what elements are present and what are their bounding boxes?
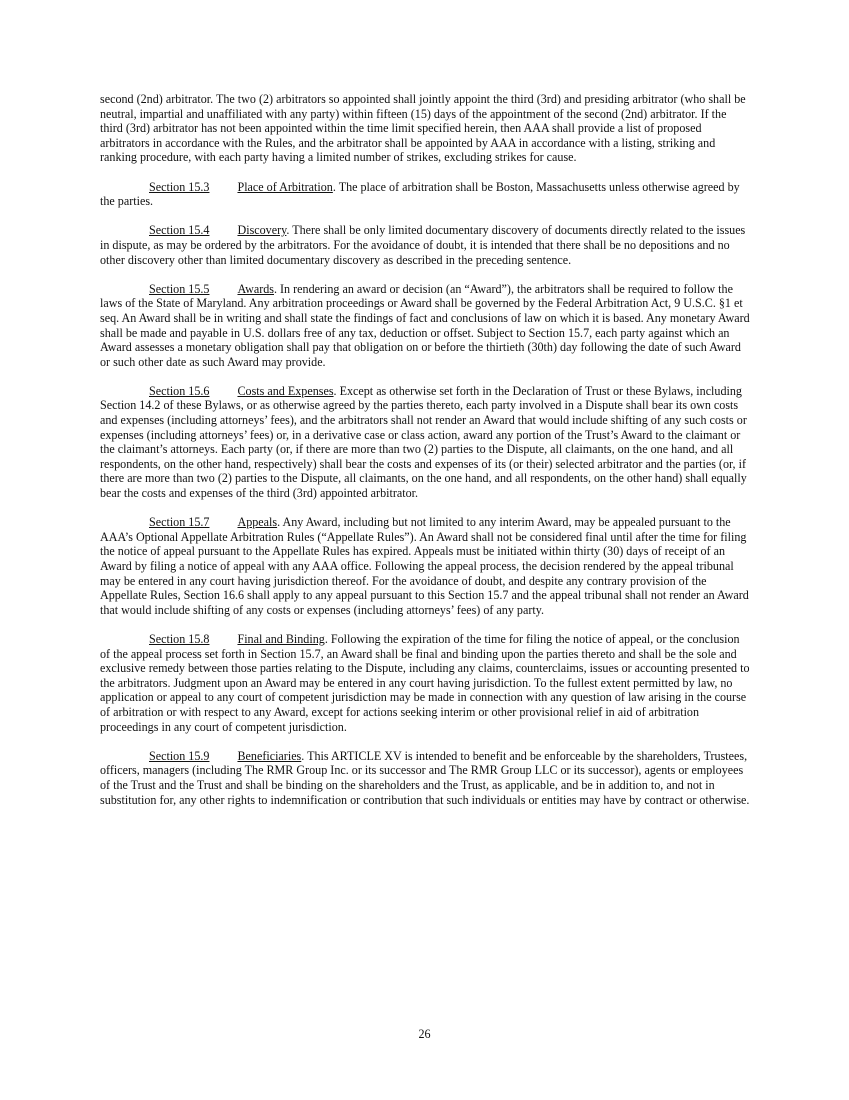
section-number: Section 15.3 [149,179,210,194]
section-number: Section 15.4 [149,223,210,238]
section-title: Costs and Expenses [237,383,334,398]
section-body: . In rendering an award or decision (an “Award”), the arbitrators shall be required to follow the laws of the State of Maryland. Any arbitration proceedings or Award shall be governed by the Federal Arbitration Act, 9 U.S.C. §1 et seq. An Award shall be in writing and shall state the findings of fact and conclusions of law on which it is based. Any monetary Award shall be made and payable in U.S. dollars free of any tax, deduction or offset. Subject to Section 15.7, each party against which an Award assesses a monetary obligation shall pay that obligation on or before the thirtieth (30th) day following the date of such Award or such other date as such Award may provide. [100,281,750,369]
section-15-8 [100,632,750,734]
section-body: . This ARTICLE XV is intended to benefit and be enforceable by the shareholders, Trustees, officers, managers (including The RMR Group Inc. or its successor and The RMR Group LLC or its successor), agents or employees of the Trust and the Trust and shall be binding on the shareholders and the Trust, as applicable, and be in addition to, and not in substitution for, any other rights to indemnification or contribution that such individuals or entities may have by contract or otherwise. [100,748,750,807]
section-number: Section 15.8 [149,631,210,646]
page-number: 26 [418,1027,431,1041]
section-title: Place of Arbitration [237,179,333,194]
section-title: Appeals [237,515,278,530]
section-number: Section 15.5 [149,281,210,296]
section-title: Awards [237,281,274,296]
section-15-5 [100,282,750,370]
section-title: Discovery [237,223,287,238]
section-15-6 [100,384,750,501]
section-title: Final and Binding [237,631,325,646]
section-number: Section 15.7 [149,515,210,530]
opening-paragraph: second (2nd) arbitrator. The two (2) arbitrators so appointed shall jointly appoint the third (3rd) and presiding arbitrator (who shall be neutral, impartial and unaffiliated with any party) within fifteen (15) days of the appointment of the second (2nd) arbitrator. If the third (3rd) arbitrator has not been appointed within the time limit specified herein, then AAA shall provide a list of proposed arbitrators in accordance with the Rules, and the arbitrator shall be appointed by AAA in accordance with a listing, striking and ranking procedure, with each party having a limited number of strikes, excluding strikes for cause. [100,92,746,165]
section-15-3 [100,180,750,209]
document-page [100,92,750,822]
section-body: . There shall be only limited documentary discovery of documents directly related to the issues in dispute, as may be ordered by the arbitrators. For the avoidance of doubt, it is intended that there shall be no depositions and no other discovery other than limited documentary discovery as described in the preceding sentence. [100,223,746,267]
section-15-4 [100,223,750,267]
section-title: Beneficiaries [237,748,302,763]
section-body: . The place of arbitration shall be Boston, Massachusetts unless otherwise agreed by the parties. [100,179,740,209]
section-number: Section 15.9 [149,748,210,763]
section-body: . Following the expiration of the time for filing the notice of appeal, or the conclusion of the appeal process set forth in Section 15.7, an Award shall be final and binding upon the parties thereto and shall be the sole and exclusive remedy between those parties relating to the Dispute, including any claims, counterclaims, issues or accounting presented to the arbitrators. Judgment upon an Award may be entered in any court having jurisdiction. To the fullest extent permitted by law, no application or appeal to any court of competent jurisdiction may be made in connection with any question of law arising in the course of arbitration or with respect to any Award, except for actions seeking interim or other provisional relief in aid of arbitration proceedings in any court of competent jurisdiction. [100,631,750,734]
section-15-7 [100,515,750,617]
section-body: . Any Award, including but not limited to any interim Award, may be appealed pursuant to the AAA’s Optional Appellate Arbitration Rules (“Appellate Rules”). An Award shall not be considered final until after the time for filing the notice of appeal pursuant to the Appellate Rules has expired. Appeals must be initiated within thirty (30) days of receipt of an Award by filing a notice of appeal with any AAA office. Following the appeal process, the decision rendered by the appeal tribunal may be entered in any court having jurisdiction thereof. For the avoidance of doubt, and despite any contrary provision of the Appellate Rules, Section 16.6 shall apply to any appeal pursuant to this Section 15.7 and the appeal tribunal shall not render an Award that would include shifting of any costs or expenses (including attorneys’ fees) of any party. [100,515,749,617]
section-15-9 [100,749,750,807]
section-number: Section 15.6 [149,383,210,398]
section-body: . Except as otherwise set forth in the Declaration of Trust or these Bylaws, including Section 14.2 of these Bylaws, or as otherwise agreed by the parties thereto, each party involved in a Dispute shall bear its own costs and expenses (including attorneys’ fees), and the arbitrators shall not render an Award that would include shifting of any such costs or expenses (including attorneys’ fees) or, in a derivative case or class action, award any portion of the Trust’s Award to the claimant or the claimant’s attorneys. Each party (or, if there are more than two (2) parties to the Dispute, all claimants, on the one hand, and all respondents, on the other hand, respectively) shall bear the costs and expenses of its (or their) selected arbitrator and the parties (or, if there are more than two (2) parties to the Dispute, all claimants, on the one hand, and all respondents, on the other hand) shall equally bear the costs and expenses of the third (3rd) appointed arbitrator. [100,383,747,501]
